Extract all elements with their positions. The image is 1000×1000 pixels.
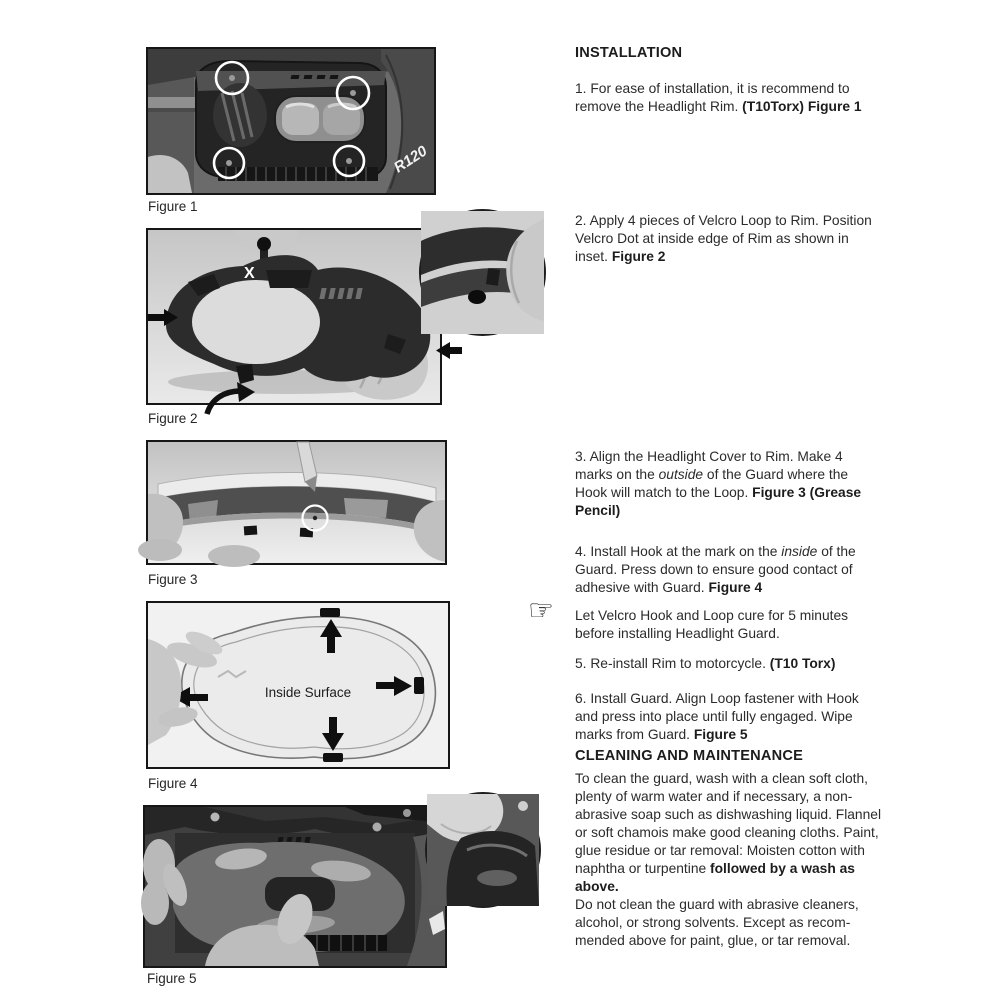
step-6-text: 6. Install Guard. Align Loop fastener with Hook and press into place until fully engaged. Wipe marks from Guard. bbox=[575, 691, 859, 742]
grease-pencil-mark-illustration bbox=[148, 442, 445, 563]
guard-install-illustration bbox=[145, 807, 445, 966]
step-5-text: 5. Re-install Rim to motorcycle. bbox=[575, 656, 770, 671]
step-4-bold: Figure 4 bbox=[708, 580, 763, 595]
cure-note: Let Velcro Hook and Loop cure for 5 minutes before installing Headlight Guard. bbox=[575, 608, 849, 641]
figure-1-caption: Figure 1 bbox=[148, 199, 198, 214]
step-1-text: 1. For ease of installation, it is recommend to remove the Headlight Rim. bbox=[575, 81, 850, 114]
figure-2-caption: Figure 2 bbox=[148, 411, 198, 426]
step-6 bbox=[575, 690, 882, 744]
headlight-rim-screws-illustration bbox=[148, 49, 434, 193]
step-3-bold: Figure 3 (Grease Pencil) bbox=[575, 485, 862, 518]
cleaning-para-2: Do not clean the guard with abrasive cleaners, alcohol, or strong solvents. Except as recommended above for paint, glue, or tar removal. bbox=[575, 897, 859, 948]
step-1 bbox=[575, 80, 882, 116]
cleaning-para-1-text: To clean the guard, wash with a clean soft cloth, plenty of warm water and if necessary, a non-abrasive soap such as dishwashing liquid. Flannel or soft chamois make good cleaning cloths. Paint, glue residue or tar removal: Moisten cotton with naphtha or turpentine bbox=[575, 771, 882, 876]
right-side-arrow-icon bbox=[436, 342, 462, 359]
cleaning-heading: CLEANING AND MAINTENANCE bbox=[575, 748, 804, 764]
step-5 bbox=[575, 655, 882, 673]
figure-2-inset-velcro-dot bbox=[419, 209, 546, 336]
step-4 bbox=[575, 543, 882, 597]
step-6-bold: Figure 5 bbox=[693, 727, 748, 742]
rim-x-mark: X bbox=[244, 265, 255, 282]
step-4-text: 4. Install Hook at the mark on the bbox=[575, 544, 782, 559]
figure-4-photo bbox=[146, 601, 450, 769]
step-3-italic: outside bbox=[658, 467, 704, 482]
figure-3-caption: Figure 3 bbox=[148, 572, 198, 587]
manicule-icon: ☞ bbox=[528, 595, 554, 627]
cleaning-para-1 bbox=[575, 770, 882, 896]
velcro-dot-closeup-illustration bbox=[421, 211, 544, 334]
rim-velcro-illustration bbox=[148, 230, 440, 403]
figure-5-photo bbox=[143, 805, 447, 968]
figure-1-photo bbox=[146, 47, 436, 195]
figure-5-caption: Figure 5 bbox=[147, 971, 197, 986]
figure-4-caption: Figure 4 bbox=[148, 776, 198, 791]
guard-corner-closeup-illustration bbox=[427, 794, 539, 906]
step-1-bold: (T10Torx) Figure 1 bbox=[742, 99, 862, 114]
curved-arrow-icon bbox=[203, 382, 259, 416]
step-3 bbox=[575, 448, 882, 520]
figure-2-photo bbox=[146, 228, 442, 405]
step-2-text: 2. Apply 4 pieces of Velcro Loop to Rim. Position Velcro Dot at inside edge of Rim as shown in inset. bbox=[575, 213, 872, 264]
installation-heading: INSTALLATION bbox=[575, 45, 683, 61]
figure-5-inset-closeup bbox=[425, 792, 541, 908]
step-4-italic: inside bbox=[781, 544, 818, 559]
guard-inside-surface-illustration bbox=[148, 603, 448, 767]
step-3-text: 3. Align the Headlight Cover to Rim. Make 4 marks on the bbox=[575, 449, 843, 482]
r120-model-label: R120 bbox=[390, 142, 431, 177]
step-2-bold: Figure 2 bbox=[611, 249, 666, 264]
cleaning-para-1-bold: followed by a wash as above. bbox=[575, 861, 855, 894]
figure-3-photo bbox=[146, 440, 447, 565]
step-4-text2: of the Guard. Press down to ensure good contact of adhesive with Guard. bbox=[575, 544, 856, 595]
inside-surface-label: Inside Surface bbox=[264, 685, 352, 700]
step-3-text2: of the Guard where the Hook will match to the Loop. bbox=[575, 467, 849, 500]
step-2 bbox=[575, 212, 882, 266]
step-5-bold: (T10 Torx) bbox=[769, 656, 836, 671]
